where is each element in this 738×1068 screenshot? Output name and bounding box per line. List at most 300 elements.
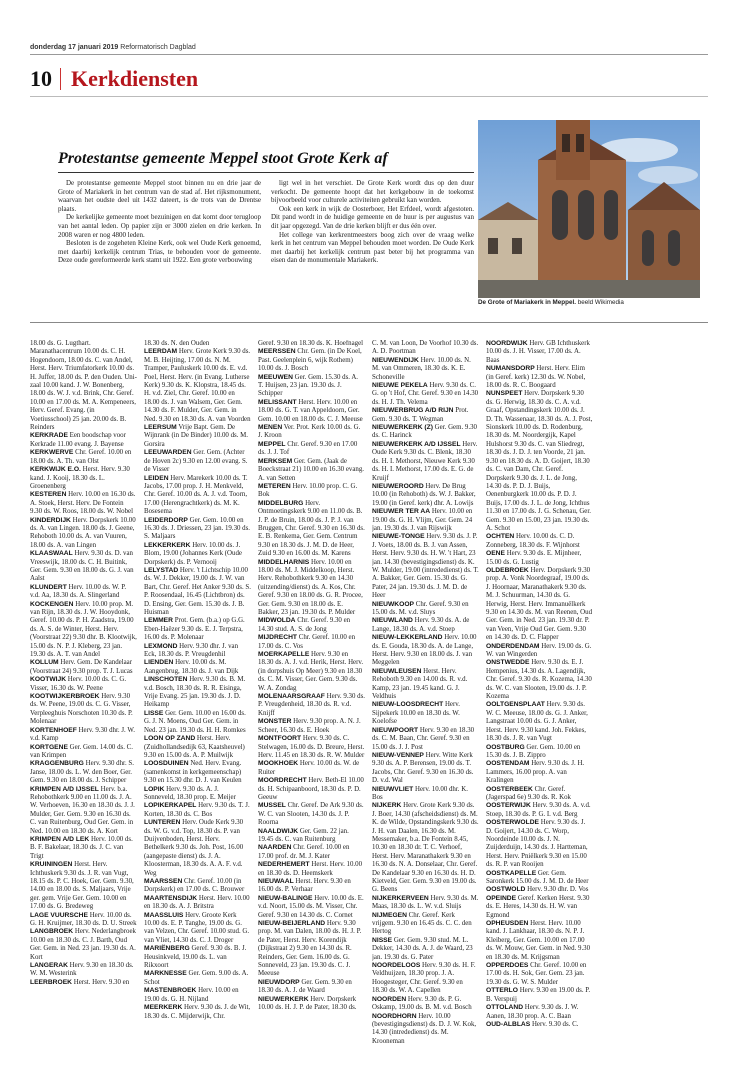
listing-place: KINDERDIJK [30, 516, 71, 524]
listing-entry [258, 500, 365, 559]
listing-place: LEXMOND [144, 642, 178, 650]
listing-text: Ver. Prot. Kerk 10.00 ds. G. J. Kroon [258, 424, 361, 440]
listing-place: NIEUWAAL [258, 878, 294, 885]
listing-text: Chr. Geref. 9.30 en 14.30 stud. A. S. de Jong [258, 617, 351, 633]
listing-text: Herv. 9.30 ds. A. de Lange, 18.30 ds. A. v.d. Stoep [372, 617, 470, 633]
listing-entry [144, 517, 251, 542]
listing-text: Ger. Gem. 9.00 ds. A. Schot [144, 970, 249, 986]
listing-text: Herv. 10.00 en 16.30 ds. A. Stoek, Herst. Herv. De Fontein 9.30 ds. W. Roos, 18.00 ds. W. Nobel [30, 491, 136, 516]
listing-place: OOSTERWOLDE [486, 819, 540, 827]
listing-entry [372, 802, 479, 894]
listing-text: Herv. 10.00 ds. C. D. Zonneberg, 18.30 ds. F. Wijnhorst [486, 533, 580, 549]
listing-place: KERKWIJK E.O. [30, 466, 81, 474]
listing-text: Herv. Dorpskerk 9.30 prop. A. Vonk Noordegraaf, 19.00 ds. J. Hoornaar, Maranathakerk 9.30 ds. M. J. Schuurman, 14.30 ds. G. Herwig, Herst. Herv. Immanuëlkerk 9.30 en 14.30 ds. M. van Reenen, Oud Ger. Gem. in Ned. 23 jan. 19.30 dr. P. van Veen, Vrije Oud Ger. Gem. 9.30 en 14.30 ds. D. C. Flapper [486, 566, 593, 642]
listing-entry [30, 727, 137, 744]
listing-place: NIEUW-VENNEP [372, 751, 424, 759]
listing-entry [258, 777, 365, 802]
article-paragraph: ligt wel in het verschiet. De Grote Kerk wordt dus op den duur verkocht. De gemeente hoopt dat het kerkgebouw in de toekomst bijvoorbeeld voor culturele activiteiten gebruikt kan worden. [271, 179, 474, 205]
listing-text: Chr. Geref. 10.00 en 17.00 ds. H. Sok, Ger. Gem. 23 jan. 19.30 ds. G. W. S. Mulder [486, 962, 587, 986]
listing-text: Ger. Gem. 15.30 ds. A. T. Huijsen, 23 jan. 19.30 ds. J. Schipper [258, 373, 359, 398]
listing-text: Herst. Herv. Ichthuskerk 9.30 ds. J. R. van Vugt, 18.15 ds. P. C. Hoek, Ger. Gem. 9.30, 14.00 en 18.00 ds. S. Maljaars, Vrije ger. gem. Vrije Ger. Gem. 10.00 en 17.00 ds. G. Bredeweg [30, 861, 134, 911]
listing-text: Herv. 9.30 ds. P. Vreugdenheid, 18.30 ds. R. v.d. Knijff [258, 693, 365, 717]
listing-entry [486, 760, 593, 785]
listing-text: Herv. 9.30 dhr. D. Vos [527, 886, 589, 894]
listing-entry [30, 928, 137, 962]
listing-entry [144, 676, 251, 710]
listing-entry [486, 1021, 593, 1029]
listing-place: MENEN [258, 424, 283, 432]
listing-entry [144, 786, 251, 803]
listing-entry [144, 1004, 251, 1021]
listing-text: Herv. 9.30 en 18.30 ds. W. M. Westerink [30, 962, 134, 978]
listing-place: OPPERDOES [486, 962, 529, 970]
listing-place: LEIDEN [144, 474, 169, 482]
listing-entry [486, 659, 593, 701]
listing-entry [372, 483, 479, 508]
listing-text: Herst. Herv. 10.00 en 18.30 ds. A. J. Britstra [144, 894, 250, 911]
listing-place: NIEUWER TER AA [372, 508, 431, 516]
listing-place: NIEUWENDIJK [372, 356, 419, 364]
listing-text: Herv. 9.30 en 18.30 ds. C. M. Baan, Chr. Geref. 9.30 en 15.00 ds. J. J. Post [372, 726, 475, 751]
listing-text: Herv. 9.30 dhr. J. van Eck, 18.30 ds. P. Vreugdenhil [144, 642, 239, 659]
listing-text: Geref. 9.30 ds. B. J. Heusinkveld, 19.00 ds. L. van Rikxoort [144, 945, 247, 970]
listing-text: Herv. 9.30 prop. A. N. J. Scheer, 16.30 ds. E. Hoek [258, 718, 361, 734]
listing-entry [144, 878, 251, 895]
listing-entry [30, 340, 137, 432]
article-paragraph: Het college van kerkrentmeesters boog zich over de vraag welke kerk in het centrum van Meppel behouden moet worden. De Oude Kerk met daarbij het kerkelijk centrum past beter bij het programma van eisen dan de monumentale Mariakerk. [271, 230, 474, 265]
listing-text: Herv. 19.00 ds. G. W. van Wingerden [486, 642, 592, 659]
listing-text: Herv. 9.30 ds. W. Peene, 19.00 ds. C. G. Visser, Verpleeghuis Norschoten 10.30 ds. P. Molenaar [30, 693, 133, 726]
listing-place: OOSTERBEEK [486, 785, 533, 793]
listing-place: OOLTGENSPLAAT [486, 701, 545, 709]
masthead-paper: Reformatorisch Dagblad [120, 44, 196, 51]
listing-entry [486, 567, 593, 643]
listing-entry [30, 601, 137, 660]
listing-entry [258, 651, 365, 693]
listing-text: Herst. Herv. 10.00 kand. J. Lankhaar, 18.30 ds. N. P. J. Kleiberg, Ger. Gem. 10.00 en 17.00 ds. W. Mouw, Ger. Gem. in Ned. 9.30 en 18.30 ds. M. Krijgsman [486, 920, 591, 961]
listing-entry [258, 458, 365, 483]
listing-text: Herv. Groote Kerk 10.00 ds. E. P. Tanghe, 19.00 ds. G. van Velzen, Chr. Geref. 10.00 stud. G. van Vliet, 14.30 ds. C. J. Droger [144, 911, 250, 944]
listing-place: LANGBROEK [30, 928, 74, 936]
listing-place: LEIDERDORP [144, 516, 188, 524]
listing-entry [486, 365, 593, 390]
listing-text: Chr. Geref. 9.30 en 15.00 ds. M. v.d. Sluys [372, 600, 469, 616]
listing-place: LELYSTAD [144, 566, 179, 574]
listing-text: Chr. Geref. 10.00 (in Dorpskerk) en 17.00 ds. C. Brouwer [144, 878, 245, 894]
listing-entry [372, 533, 479, 600]
listing-text: Herv. 10.00 ds. M. Aangenbrug, 18.30 ds. J. van Dijk [144, 659, 239, 675]
listing-place: KOOTWIJKERBROEK [30, 693, 100, 701]
listing-entry [144, 643, 251, 660]
listing-text: Herv. Oude Kerk 9.30 ds. W. G. v.d. Top, 18.30 ds. P. van Duijvenboden, Herst. Herv. Bethelkerk 9.30 ds. Joh. Post, 16.00 (aangepaste dienst) ds. J. A. Kloosterman, 18.30 ds. A. A. F. v.d. Weg [144, 819, 244, 877]
listing-entry [372, 668, 479, 702]
listing-text: Ned. Herv. Evang. (samenkomst in kerkgemeenschap) 9.30 en 15.30 dhr. D. J. van Keulen [144, 760, 242, 785]
listing-place: NIEUW-BEIJERLAND [258, 920, 326, 928]
listing-entry [258, 617, 365, 634]
listing-entry [372, 634, 479, 668]
listing-entry [486, 701, 593, 743]
listing-text: Prot. Gem. 9.30 ds. T. Wegman [372, 407, 469, 423]
listing-place: NIEUWERKERK [258, 995, 309, 1003]
listing-entry [144, 617, 251, 642]
listing-entry [30, 962, 137, 979]
listing-entry [258, 802, 365, 827]
top-rule [30, 54, 708, 55]
listing-text: Herv. 9.30 dhr. J. W. v.d. Kamp [30, 726, 135, 743]
listing-place: MONTFOORT [258, 735, 302, 743]
listing-place: LEKKERKERK [144, 541, 191, 549]
listing-entry [486, 920, 593, 962]
listing-place: LANGERAK [30, 962, 68, 970]
listing-place: NIEUWERKERK (Z) [372, 424, 433, 432]
listing-text: Herv. Witte Kerk 9.30 ds. A. P. Berensen, 19.00 ds. T. Jacobs, Chr. Geref. 9.30 en 16.30 ds. D. v.d. Wal [372, 751, 474, 785]
listing-place: OPEINDE [486, 894, 517, 902]
listing-text: Herv. 10.00 ds. B. F. Bakelaar, 18.30 ds. J. C. van Trigt [30, 835, 133, 860]
listing-place: OPHEUSDEN [486, 920, 529, 928]
caption-credit: beeld Wikimedia [577, 299, 624, 306]
listing-entry [258, 374, 365, 399]
listing-entry [30, 786, 137, 836]
listing-text: Herv. 9.30 ds. A. J. Sonneveld, 18.30 prop. E. Meijer [144, 785, 236, 801]
listing-entry [144, 542, 251, 567]
listing-place: MONSTER [258, 718, 292, 726]
listing-place: OTTERLO [486, 987, 518, 995]
listing-text: Herv. 9.30 ds. W. C. Meeuse, 18.00 ds. G. J. Anker, Langstraat 10.00 ds. G. J. Anker, Herst. Herv. 9.30 kand. Joh. Fekkes, 18.30 ds. J. R. van Vugt [486, 701, 588, 743]
listing-place: NUNSPEET [486, 390, 523, 398]
article-column-1 [58, 179, 261, 265]
listing-entry [258, 828, 365, 845]
listing-entry [144, 567, 251, 617]
listing-entry [144, 475, 251, 517]
listing-entry [486, 643, 593, 660]
listing-text: Herv. Beth-El 10.00 ds. H. Schipaanboord, 18.30 ds. P. D. Geeuw [258, 777, 364, 801]
listing-place: MOOKHOEK [258, 760, 299, 768]
article-column-2 [271, 179, 474, 265]
listing-place: LOOSDUINEN [144, 760, 189, 768]
listing-place: OENE [486, 550, 505, 558]
listing-text: Herv. 9.30 ds. C. Stelwagen, 16.00 ds. D. Breure, Herst. Herv. 11.45 en 18.30 ds. R. W. Mulder [258, 735, 365, 759]
listing-text: Herv. 9.30 ds. T. J. Korten, 18.30 ds. C. Bos [144, 802, 250, 818]
listing-entry [258, 634, 365, 651]
listing-entry [144, 819, 251, 878]
listing-entry [372, 701, 479, 726]
listing-text: Herst. Herv. 10.00 en 18.30 ds. D. Heemskerk [258, 861, 363, 877]
listing-entry [258, 844, 365, 861]
listing-place: KORTGENE [30, 743, 68, 751]
article-paragraph: De kerkelijke gemeente moet bezuinigen en dat komt door terugloop van het aantal leden. Op papier zijn er 3000 zielen en drie kerken. In 2008 waren er nog 4800 leden. [58, 213, 261, 239]
listing-entry [258, 483, 365, 500]
listing-text: Herv. 9.30 ds. J. W. Aanen, 18.30 prop. A. C. Baan [486, 1004, 579, 1020]
article-body [58, 179, 474, 265]
listing-entry [30, 584, 137, 601]
listing-entry [144, 802, 251, 819]
listing-entry [144, 735, 251, 760]
listing-place: KERKRADE [30, 432, 68, 440]
listing-place: LINSCHOTEN [144, 676, 188, 684]
listing-text: Chr. Gem. (in De Koel, Past. Geelenplein 6, wijk Rothem) 10.00 ds. J. Bosch [258, 348, 362, 373]
listing-place: LOPIKERKAPEL [144, 802, 197, 810]
listing-place: ONSTWEDDE [486, 659, 530, 667]
listing-place: MASTENBROEK [144, 987, 197, 995]
listing-place: NAARDEN [258, 844, 292, 852]
listing-text: Herst. Herv. Elim (in Geref. kerk) 12.30 ds. W. Nobel, 18.00 ds. R. C. Boogaard [486, 365, 586, 390]
listing-entry [258, 920, 365, 979]
listing-text: Herv. 9.30 ds. P. G. Oskamp, 19.00 ds. B. M. v.d. Bosch [372, 995, 472, 1012]
listing-place: KRIMPEN A/D LEK [30, 835, 90, 843]
listing-entry [372, 727, 479, 752]
listing-column-4 [372, 340, 479, 1060]
listing-entry [372, 786, 479, 803]
listing-place: NIEUWERKERK A/D IJSSEL [372, 440, 461, 448]
listing-entry [144, 987, 251, 1004]
listing-text: Herv. Dorpskerk 9.30 ds. G. Herwig, 18.30 ds. C. A. v.d. Graaf, Opstandingskerk 10.00 ds. J. D. Th. Wassenaar, 18.30 ds. A. J. Post, Sionskerk 10.00 ds. D. Rodenburg, 18.30 ds. M. Noordergijk, Kapel Hulshorst 9.30 ds. C. van Sliedregt, 18.30 ds. J. D. J. ten Voorde, 21 jan. 9.30 en 18.30 ds. A. D. Goijert, 18.30 ds. C. van Dam, Chr. Geref. Dorpskerk 9.30 ds. J. L. de Jong, 14.30 ds. P. D. J. Buijs, Oenenburgkerk 10.00 ds. P. D. J. Buijs, 17.00 ds. J. L. de Jong, Ichthus 11.30 en 17.00 ds. J. G. Schenau, Ger. Gem. 9.30 en 15.00, 23 jan. 19.30 ds. A. Schot [486, 390, 593, 532]
listing-place: LOPIK [144, 785, 165, 793]
listing-entry [372, 357, 479, 382]
listing-entry [486, 819, 593, 869]
listing-entry [372, 912, 479, 937]
listing-text: Chr. Geref. 9.30 en 17.00 ds. J. J. Tof [258, 440, 358, 457]
listing-text: Herst. Herv. 9.30 en [73, 978, 130, 986]
listing-text: Ger. Gem. (Jaak de Boeckstraat 21) 10.00 en 16.30 evang. A. van Setten [258, 457, 365, 482]
listing-place: LEEUWARDEN [144, 449, 192, 457]
listing-place: KOCKENGEN [30, 600, 74, 608]
listing-text: Chr. Geref. Kerk vrijgem. 9.30 en 16.45 ds. C. C. den Hertog [372, 911, 472, 936]
listing-text: Herv. 9.30 ds. C. [531, 1020, 579, 1028]
listing-text: Geref. 9.30 en 18.30 ds. K. Hoefnagel [258, 340, 364, 347]
listing-text: Herv. 10.00 ds. N. M. van Ommeren, 18.30 ds. K. E. Schoneville [372, 356, 471, 381]
listing-place: KRUININGEN [30, 861, 73, 869]
listing-place: KRAGGENBURG [30, 760, 84, 768]
listing-place: LEERDAM [144, 348, 178, 356]
listing-place: NAALDWIJK [258, 827, 299, 835]
listing-text: Ger. Gem. 9.30 stud. M. L. Dekker, 14.30 ds. A. J. de Waard, 23 jan. 19.30 ds. G. Pater [372, 936, 473, 961]
listing-entry [30, 744, 137, 761]
listing-place: NOORDHORN [372, 1012, 417, 1020]
listing-text: Herv. Grote Kerk 9.30 ds. J. Boer, 14.30 (afscheidsdienst) ds. M. K. de Wilde, Opstandingskerk 9.30 ds. J. H. van Daalen, 16.30 ds. M. Messemaker, b.a. De Fontein 8.45, 10.30 en 18.30 dr. T. C. Verhoef, Herst. Herv. Maranathakerk 9.30 en 16.30 ds. N. A. Donselaar, Chr. Geref. De Kandelaar 9.30 en 16.30 ds. H. D. Kietveld, Ger. Gem. 9.30 en 19.00 ds. G. Beens [372, 802, 479, 894]
listing-place: NIEUWERBRUG A/D RIJN [372, 407, 454, 415]
listing-entry [258, 996, 365, 1013]
listing-entry [144, 348, 251, 424]
listing-text: Herv. b.a. Rehobothkerk 9.00 en 11.00 ds. J. A. W. Verhoeven, 16.30 en 18.30 ds. J. J. Mulder, Ger. Gem. 9.30 en 16.30 ds. C. van Ruitenburg, Oud Ger. Gem. in Ned. 10.00 en 18.30 ds. A. Kort [30, 785, 135, 835]
listing-text: Herst. Herv. 10.00 en 18.00 ds. G. T. van Appeldoorn, Ger. Gem. 10.00 en 18.00 ds. C. J. Meeuse [258, 398, 363, 423]
listing-place: NISSE [372, 936, 393, 944]
listing-entry [30, 693, 137, 727]
listing-entry [258, 693, 365, 718]
listing-text: Herv. 10.00 en 18.00 ds. M. J. Middelkoop, Herst. Herv. Rehobothkerk 9.30 en 14.30 (uitzending/dienst) ds. A. Kos, Chr. Geref. 9.30 en 18.00 ds. G. R. Procee, Ger. Gem. 9.30 en 18.00 ds. E. Bakker, 23 jan. 19.30 ds. P. Mulder [258, 558, 363, 616]
listing-place: KESTEREN [30, 491, 67, 499]
masthead [30, 44, 196, 51]
listing-place: OCHTEN [486, 533, 515, 541]
listing-entry [258, 735, 365, 760]
listing-entry [144, 945, 251, 970]
listing-place: OTTOLAND [486, 1004, 524, 1012]
listing-text: Herv. Nederlangbroek 10.00 en 18.30 ds. C. J. Barth, Oud Ger. Gem. in Ned. 23 jan. 19.30 ds. A. Kort [30, 928, 137, 961]
listing-place: NIEUWE-TONGE [372, 533, 425, 541]
listing-place: NIEUW-BALINGE [258, 894, 313, 902]
listing-text: Herv. 10.00 ds. W. P. v.d. Aa, 18.30 ds. A. Slingerland [30, 583, 127, 600]
listing-entry [258, 424, 365, 441]
listing-text: Herv. Dorpskerk 10.00 ds. A. van Lingen. 18.00 ds. J. Geene, Rehoboth 10.00 ds. A. van Vuuren, 18.00 ds. A. van Lingen [30, 516, 136, 549]
feature-article [58, 150, 474, 265]
listing-column-1 [30, 340, 137, 1060]
article-headline: Protestantse gemeente Meppel stoot Grote Kerk af [58, 150, 388, 167]
listing-entry [486, 390, 593, 533]
listing-place: NIEUWKOOP [372, 600, 414, 608]
listing-text: Herv. 10.00 prop. C. G. Bok [258, 482, 358, 499]
listing-place: NIEUWE PEKELA [372, 382, 428, 390]
listing-entry [144, 424, 251, 449]
listing-place: KRIMPEN A/D IJSSEL [30, 785, 99, 793]
listing-text: Herv. Marekerk 10.00 ds. T. Jacobs, 17.00 prop. J. H. Menkveld, Chr. Geref. 10.00 ds. A. J. v.d. Toorn, 17.00 (Herengrachtkerk) ds. M. K. Bosesema [144, 474, 248, 516]
listing-entry [372, 382, 479, 407]
listing-place: METEREN [258, 482, 291, 490]
listing-entry [258, 878, 365, 895]
listing-entry [372, 937, 479, 962]
listing-text: Herv. 10.00 en 19.00 ds. G. H. Nijland [144, 987, 239, 1003]
listing-text: Herv. 9.30 prop. M. van Dalen, 18.00 ds. H. J. P. de Pater, Herst. Herv. Korendijk (Dijkstraat 2) 9.30 en 14.30 ds. R. Reinders, Ger. Gem. 16.00 ds. G. Sonneveld, 23 jan. 19.30 ds. C. J. Meeuse [258, 920, 362, 978]
listing-column-2 [144, 340, 251, 1060]
listing-text: Ger. Gem. 14.00 ds. C. van Krimpen [30, 743, 133, 759]
listing-place: MARKNESSE [144, 970, 187, 978]
listing-place: NIEUW-LEKKERLAND [372, 634, 443, 642]
listing-entry [372, 962, 479, 996]
listing-place: KLUNDERT [30, 583, 67, 591]
listing-text: Ger. Gem. 9.30 en 18.30 ds. A. J. de Waard [258, 978, 352, 995]
listing-place: MIDDELBURG [258, 499, 304, 507]
listing-text: Herst. Herv. (Zuidhollandsedijk 63, Kaatsheuvel) 9.30 en 15.00 ds. A. P. Muilwijk [144, 735, 245, 759]
listing-place: MAARSSEN [144, 878, 183, 885]
listing-text: Chr. Geref. De Ark 9.30 ds. W. C. van Slooten, 14.30 ds. J. P. Roorna [258, 802, 364, 827]
listing-entry [486, 886, 593, 894]
listing-text: Herst. Herv. Rehoboth 9.30 en 14.00 ds. R. v.d. Kamp, 23 jan. 19.45 kand. G. J. Veldhuis [372, 667, 468, 701]
caption-text: De Grote of Mariakerk in Meppel. [478, 299, 576, 306]
listing-entry [30, 432, 137, 449]
listing-entry [30, 659, 137, 676]
listing-text: Herv. 9.30 ds. D. van Vreeswijk, 18.00 ds. C. H. Buitink, Ger. Gem. 9.30 en 18.00 ds. G. J. van Aalst [30, 550, 134, 583]
header-separator [60, 68, 61, 90]
listing-place: OOSTKAPELLE [486, 869, 537, 877]
listing-text: Een boodschap voor Kerkrade 11.00 evang. J. Bayense [30, 432, 126, 448]
listing-text: 18.00 ds. G. Lugthart. Maranathacentrum 10.00 ds. C. H. Hogendoorn, 18.00 ds. C. van Andel, Herst. Herv. Triumfatorkerk 10.00 ds. H. Juffer, 18.00 ds. P. den Ouden. Uni-zaal 10.00 kand. J. W. Bonenberg, 18.00 ds. W. J. v.d. Brink, Chr. Geref. 10.00 en 17.00 ds. M. A. Kempeneers, Herv. Geref. Evang. (in Voetiusschool) 25 jan. 20.00 ds. B. Reinders [30, 340, 137, 432]
listing-text: Ger. Gem. (Achter de Hoven 2c) 9.30 en 12.00 evang. S. de Visser [144, 449, 248, 474]
listing-entry [30, 449, 137, 466]
listing-entry [258, 760, 365, 777]
listing-place: MIDDELHARNIS [258, 558, 310, 566]
listing-text: Herv. 10.00 ds. E. v.d. Noort, 15.00 ds. M. Visser, Chr. Geref. 9.30 en 14.30 ds. C. Cornet [258, 894, 364, 919]
listing-entry [30, 760, 137, 785]
listing-entry [486, 550, 593, 567]
listing-entry [372, 508, 479, 533]
listing-place: NOORDWIJK [486, 340, 528, 347]
listing-entry [486, 786, 593, 803]
listing-text: Herv. 10.00 en 19.00 ds. G. H. Vlijm, Ger. Gem. 24 jan. 19.30 ds. J. van Rijswijk [372, 508, 473, 532]
listings-divider [30, 322, 708, 323]
listing-place: LEERBROEK [30, 978, 72, 986]
listing-entry [30, 676, 137, 693]
listing-entry [372, 895, 479, 912]
listing-entry [486, 987, 593, 1004]
listing-place: NIJKERKERVEEN [372, 894, 429, 902]
listing-entry [486, 340, 593, 365]
listing-text: Herv. Oude Kerk 9.30 ds. C. Blenk, 18.30 ds. H. I. Methorst, Nieuwe Kerk 9.30 ds. H. I. Methorst, 17.00 ds. E. G. de Kruijf [372, 440, 478, 482]
listing-place: NIEUWEROORD [372, 482, 424, 490]
listing-entry [30, 836, 137, 861]
section-title: Kerkdiensten [71, 66, 199, 91]
listing-place: MERKSEM [258, 457, 293, 465]
listing-text: Ger. Gem. 10.00 en 16.30 ds. J. Driessen, 23 jan. 19.30 ds. S. Maljaars [144, 516, 251, 541]
listing-text: Herv. 10.00 ds. G. H. Kruijmer, 18.30 ds. D. U. Streek [30, 911, 137, 928]
listing-place: LOON OP ZAND [144, 735, 196, 743]
listing-entry [144, 340, 251, 348]
church-service-listings [30, 340, 709, 1060]
page-number: 10 [30, 66, 52, 91]
masthead-date: donderdag 17 januari 2019 [30, 44, 119, 51]
listing-entry [372, 340, 479, 357]
listing-place: MIJDRECHT [258, 634, 298, 642]
listing-text: C. M. van Loon, De Voorhof 10.30 ds. A. D. Poortman [372, 340, 479, 356]
listing-text: Chr. Geref. 10.00 en 17.00 ds. C. Vos [258, 634, 356, 650]
listing-text: Ger. Gem. 22 jan. 19.45 ds. C. van Ruitenburg [258, 827, 349, 843]
listing-entry [372, 752, 479, 786]
listing-text: Herst. Herv. 9.30 kand. J. Kooij, 18.30 ds. L. Groenenberg [30, 466, 130, 490]
listing-text: Chr. Geref. 10.00 en 17.00 prof. dr. M. J. Kater [258, 844, 350, 860]
listing-entry [144, 449, 251, 474]
listing-place: NIEUW-LOOSDRECHT [372, 701, 444, 709]
listing-entry [144, 970, 251, 987]
listing-text: Herv. 9.30 ds. H. F. Veldhuijzen, 18.30 prop. J. A. Hoogesteger, Chr. Geref. 9.30 en 18.30 ds. W. A. Capellen [372, 962, 476, 995]
listing-column-3 [258, 340, 365, 1060]
listing-text: Ger. Gem. 10.00 en 15.30 ds. J. B. Zippro [486, 743, 581, 759]
listing-entry [372, 1013, 479, 1047]
listing-entry [486, 870, 593, 887]
listing-text: Herv. 10.00 ds. J. Blom, 19.00 (Johannes Kerk (Oude Dorpskerk) ds. P. Vernooij [144, 541, 242, 566]
listing-entry [372, 617, 479, 634]
listing-entry [144, 710, 251, 735]
listing-entry [30, 861, 137, 911]
listing-text: Herv. Grote Kerk 9.30 ds. M. B. Heijting, 17.00 ds. N. M. Tramper, Pauluskerk 10.00 ds. E. v.d. Poel, Herst. Herv. (in Evang. Lutherse Kerk) 9.30 ds. K. Klopstra, 18.45 ds. H. v.d. Ziel, Chr. Geref. 10.00 en 18.00 ds. J. van Walsem, Ger. Gem. 14.30 ds. F. Mulder, Ger. Gem. in Ned. 9.30 en 18.30 ds. A. van Voorden [144, 348, 251, 423]
listing-text: Herv. 9.30 ds. M. Maas, 18.30 ds. L. W. v.d. Sluijs [372, 894, 479, 911]
listing-place: KLAASWAAL [30, 550, 73, 558]
listing-text: Herv. 9.30 ds. B. M. v.d. Bosch, 18.30 ds. R. R. Eisinga, Vrije Evang. 25 jan. 19.30 ds. J. D. Heikamp [144, 676, 246, 709]
listing-text: Herv. 9.30 dhr. S. Janse, 18.00 ds. L. W. den Boer, Ger. Gem. 9.30 en 18.00 ds. J. Schipper [30, 760, 134, 785]
listing-text: Chr. Geref. (Jagerspad 6e) 9.30 ds. R. Kok [486, 785, 571, 801]
listing-text: Herv. 10.00 dhr. K. Bos [372, 785, 468, 801]
headline-rule [58, 172, 474, 173]
listing-text: Herv. 9.30 ds. J. H. Lammers, 16.00 prop. A. van Kralingen [486, 760, 585, 785]
listing-place: MEERKERK [144, 1004, 183, 1012]
listing-entry [258, 399, 365, 424]
listing-place: MARIËNBERG [144, 945, 190, 953]
listing-place: MOORDRECHT [258, 777, 307, 785]
listing-place: MUSSEL [258, 802, 286, 810]
listing-entry [30, 912, 137, 929]
listing-entry [372, 996, 479, 1013]
listing-text: Herv. 10.00 ds. E. Gouda, 18.30 ds. A. de Lange, Herst. Herv. 9.30 en 18.00 ds. J. van Meggelen [372, 634, 477, 667]
listing-place: MEPPEL [258, 440, 286, 448]
listing-text: Herv. 9.30 en 19.00 ds. P. B. Verspuij [486, 987, 591, 1003]
listing-text: Herv. 9.30 ds. J. de Wit, 18.30 ds. C. Mijderwijk, Chr. [144, 1004, 251, 1020]
listing-text: Ger. Gem. 9.30 ds. C. Harinck [372, 424, 477, 440]
listing-place: ONDERDENDAM [486, 642, 540, 650]
listing-place: KORTENHOEF [30, 726, 77, 734]
listing-place: MOLENAARSGRAAF [258, 693, 325, 701]
listing-entry [258, 718, 365, 735]
listing-text: Herv. 9.30 ds. C. G. op 't Hof, Chr. Geref. 9.30 en 14.30 ds. H. J. Th. Velema [372, 382, 479, 406]
listing-place: MAARTENSDIJK [144, 894, 198, 902]
listing-text: Herv. Ontmoetingskerk 9.00 en 11.00 ds. B. J. P. de Bruin, 18.00 ds. J. P. J. van Bruggen, Chr. Geref. 9.30 en 16.30 ds. E. B. Renkema, Ger. Gem. Centrum 9.30 en 18.30 ds. J. M. D. de Heer, Zuid 9.30 en 16.00 ds. M. Karens [258, 499, 365, 558]
church-photo [478, 120, 700, 298]
listing-text: Ger. Gem. 10.00 en 16.00 ds. G. J. N. Moens, Oud Ger. Gem. in Ned. 23 jan. 19.30 ds. H. H. Romkes [144, 709, 246, 734]
